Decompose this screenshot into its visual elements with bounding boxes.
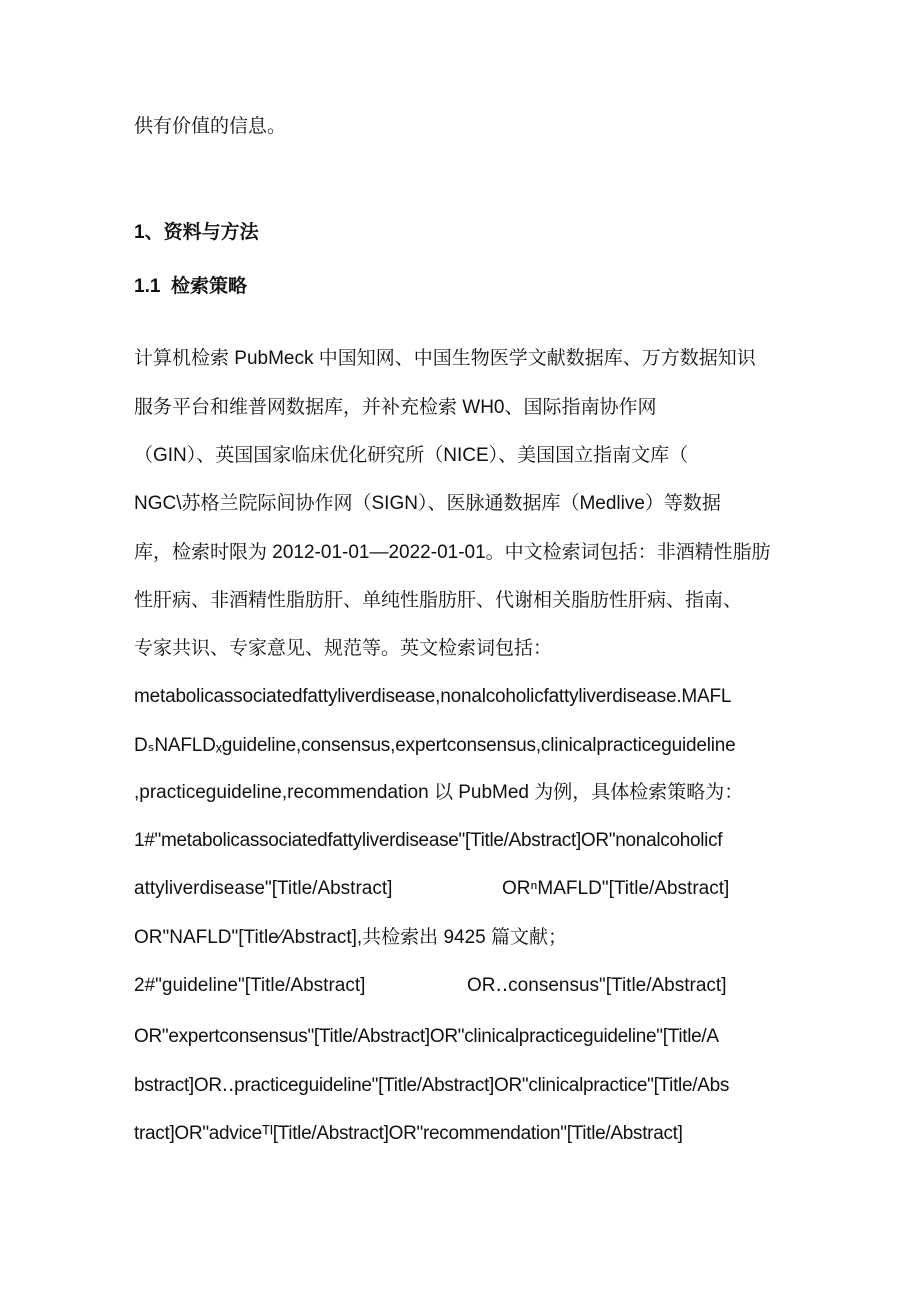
section-heading: 1、资料与方法 [134, 222, 259, 243]
body-line-11: 1#"metabolicassociatedfattyliverdisease"[Title/Abstract]OR"nonalcoholicf [134, 830, 723, 851]
body-line-10: ,practiceguideline,recommendation 以 PubMed 为例，具体检索策略为： [134, 782, 744, 803]
body-line-3: （GIN）、英国国家临床优化研究所（NICE）、美国国立指南文库（ [134, 445, 689, 466]
tail-line-2: bstract]OR‥practiceguideline"[Title/Abstract]OR"clinicalpractice"[Title/Abs [134, 1075, 730, 1096]
split-line-2-left: 2#"guideline"[Title/Abstract] [134, 975, 366, 996]
body-line-9: DₛNAFLDₓguideline,consensus,expertconsensus,clinicalpracticeguideline [134, 735, 736, 756]
body-line-5: 库，检索时限为 2012-01-01—2022-01-01。中文检索词包括：非酒精性脂肪 [134, 542, 771, 563]
tail-line-1: OR"expertconsensus"[Title/Abstract]OR"clinicalpracticeguideline"[Title/A [134, 1026, 719, 1047]
body-line-13: OR"NAFLD"[Title⁄Abstract],共检索出 9425 篇文献； [134, 927, 567, 948]
split-line-2-right: OR‥consensus"[Title/Abstract] [467, 975, 727, 996]
body-line-1: 计算机检索 PubMeck 中国知网、中国生物医学文献数据库、万方数据知识 [134, 348, 756, 369]
body-line-6: 性肝病、非酒精性脂肪肝、单纯性脂肪肝、代谢相关脂肪性肝病、指南、 [134, 590, 743, 611]
body-line-2: 服务平台和维普网数据库，并补充检索 WH0、国际指南协作网 [134, 397, 657, 418]
paragraph-continuation: 供有价值的信息。 [134, 116, 287, 137]
tail-line-3: tract]OR"adviceᵀᴵ[Title/Abstract]OR"recommendation"[Title/Abstract] [134, 1123, 683, 1144]
body-line-8: metabolicassociatedfattyliverdisease,nonalcoholicfattyliverdisease.MAFL [134, 686, 732, 707]
body-line-4: NGC\苏格兰院际间协作网（SIGN）、医脉通数据库（Medlive）等数据 [134, 493, 721, 514]
split-line-1-right: ORⁿMAFLD"[Title/Abstract] [502, 878, 730, 899]
split-line-1-left: attyliverdisease"[Title/Abstract] [134, 878, 393, 899]
subsection-heading: 1.1 检索策略 [134, 276, 247, 297]
body-line-7: 专家共识、专家意见、规范等。英文检索词包括： [134, 638, 553, 659]
